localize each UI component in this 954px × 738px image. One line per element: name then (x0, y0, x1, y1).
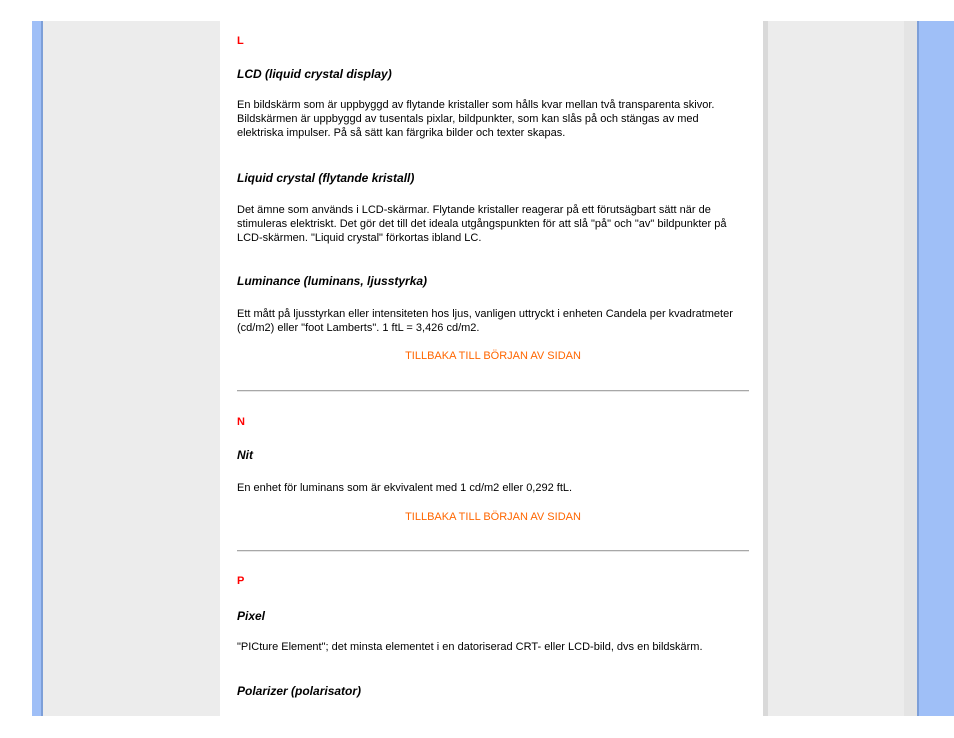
right-column-edge (904, 21, 918, 716)
back-to-top-link[interactable]: TILLBAKA TILL BÖRJAN AV SIDAN (405, 511, 581, 523)
desc-pixel: "PICture Element"; det minsta elementet i en datoriserad CRT- eller LCD-bild, dvs en bildskärm. (237, 641, 703, 653)
right-gray-column (768, 21, 904, 716)
term-nit: Nit (237, 448, 253, 462)
term-lcd: LCD (liquid crystal display) (237, 67, 392, 81)
left-blue-border (32, 21, 41, 716)
section-divider (237, 550, 749, 552)
section-letter-l: L (237, 35, 244, 47)
section-divider (237, 390, 749, 392)
term-luminance: Luminance (luminans, ljusstyrka) (237, 274, 428, 288)
desc-luminance: Ett mått på ljusstyrkan eller intensiteten hos ljus, vanligen uttryckt i enheten Candela per kvadratmeter (cd/m2) eller "foot Lamberts". 1 ftL = 3,426 cd/m2. (237, 308, 733, 334)
term-pixel: Pixel (237, 609, 266, 623)
desc-lcd: En bildskärm som är uppbyggd av flytande kristaller som hålls kvar mellan två transparenta skivor. Bildskärmen är uppbyggd av tusentals pixlar, bildpunkter, som kan slås på och stängas av med elektriska impulser. På så sätt kan färgrika bilder och texter skapas. (237, 99, 715, 139)
desc-liquid-crystal: Det ämne som används i LCD-skärmar. Flytande kristaller reagerar på ett förutsägbart sätt när de stimuleras elektriskt. Det gör det till det ideala utgångspunkten för att slå "på" och "av" bildpunkter på LCD-skärmen. "Liquid crystal" förkortas ibland LC. (237, 204, 727, 244)
section-letter-p: P (237, 575, 245, 587)
left-gray-column (43, 21, 220, 716)
section-letter-n: N (237, 416, 245, 428)
back-to-top-link[interactable]: TILLBAKA TILL BÖRJAN AV SIDAN (405, 350, 581, 362)
right-blue-border (919, 21, 954, 716)
term-polarizer: Polarizer (polarisator) (237, 684, 362, 698)
desc-nit: En enhet för luminans som är ekvivalent med 1 cd/m2 eller 0,292 ftL. (237, 482, 573, 494)
term-liquid-crystal: Liquid crystal (flytande kristall) (237, 171, 415, 185)
